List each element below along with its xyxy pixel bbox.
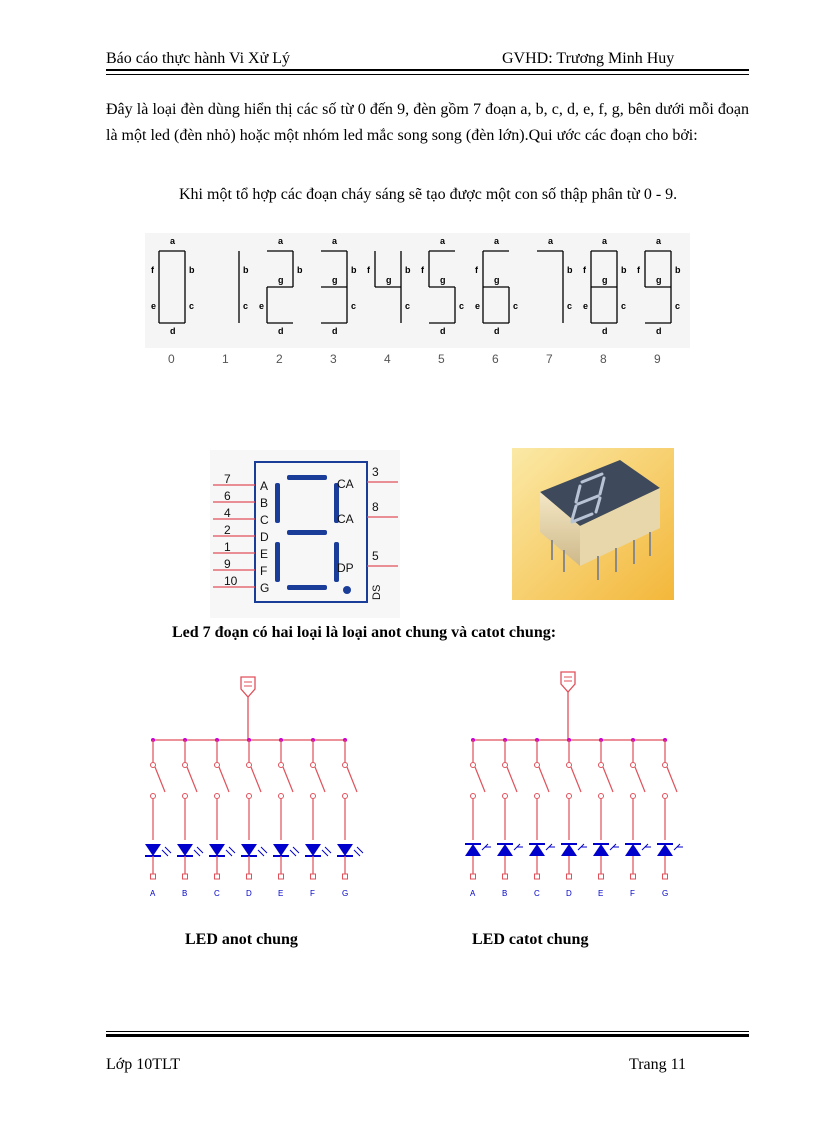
digit-label-4: 4 xyxy=(384,352,391,366)
switch-E xyxy=(603,767,613,792)
digit-9-letter-f: f xyxy=(637,265,640,275)
digit-9-letter-d: d xyxy=(656,326,662,336)
channel-label-B: B xyxy=(502,889,508,898)
digit-0-letter-d: d xyxy=(170,326,176,336)
digit-5-letter-c: c xyxy=(459,301,465,311)
led-G xyxy=(657,844,673,856)
cathode-caption: LED catot chung xyxy=(472,931,589,948)
channel-label-D: D xyxy=(566,889,572,898)
switch-C xyxy=(539,767,549,792)
supply-terminal xyxy=(241,677,255,697)
digit-9-letter-g: g xyxy=(656,275,662,285)
switch-G xyxy=(347,767,357,792)
digit-6-letter-c: c xyxy=(513,301,519,311)
digit-8-letter-g: g xyxy=(602,275,608,285)
digit-label-5: 5 xyxy=(438,352,445,366)
channel-label-A: A xyxy=(150,889,156,898)
digit-8-letter-e: e xyxy=(583,301,589,311)
channel-label-A: A xyxy=(470,889,476,898)
digit-5-letter-f: f xyxy=(421,265,424,275)
switch-F xyxy=(635,767,645,792)
digit-4-letter-f: f xyxy=(367,265,370,275)
footer-rule-thin xyxy=(106,1031,749,1032)
channel-label-D: D xyxy=(246,889,252,898)
switch-B xyxy=(187,767,197,792)
led-C xyxy=(529,844,545,856)
digit-2-letter-d: d xyxy=(278,326,284,336)
common-cathode-circuit xyxy=(455,660,685,915)
digit-6-letter-g: g xyxy=(494,275,500,285)
switch-A xyxy=(155,767,165,792)
left-pin-1: 1 xyxy=(224,540,231,554)
led-module-photo xyxy=(512,448,674,600)
led-F xyxy=(305,844,321,856)
segment-name-C: C xyxy=(260,513,269,527)
digit-7-letter-a: a xyxy=(548,236,554,246)
digit-8-letter-f: f xyxy=(583,265,586,275)
digit-8-letter-a: a xyxy=(602,236,608,246)
footer-left: Lớp 10TLT xyxy=(106,1056,181,1073)
left-pin-6: 6 xyxy=(224,489,231,503)
pinout-bottom-label: DS xyxy=(371,584,383,600)
footer-right: Trang 11 xyxy=(629,1056,687,1073)
led-B xyxy=(497,844,513,856)
digit-8-letter-b: b xyxy=(621,265,627,275)
digit-5-letter-g: g xyxy=(440,275,446,285)
digit-2-letter-g: g xyxy=(278,275,284,285)
switch-A xyxy=(475,767,485,792)
digit-3-letter-a: a xyxy=(332,236,338,246)
right-pin-3: 3 xyxy=(372,465,379,479)
switch-D xyxy=(571,767,581,792)
segment-name-E: E xyxy=(260,547,269,561)
switch-G xyxy=(667,767,677,792)
switch-D xyxy=(251,767,261,792)
common-anode-circuit xyxy=(135,665,365,915)
channel-label-C: C xyxy=(214,889,220,898)
switch-B xyxy=(507,767,517,792)
switch-C xyxy=(219,767,229,792)
digit-3-letter-b: b xyxy=(351,265,357,275)
channel-label-B: B xyxy=(182,889,188,898)
left-pin-7: 7 xyxy=(224,472,231,486)
digit-label-7: 7 xyxy=(546,352,553,366)
right-pin-8: 8 xyxy=(372,500,379,514)
digit-0-letter-e: e xyxy=(151,301,157,311)
right-label-ca-0: CA xyxy=(337,477,354,491)
digit-label-9: 9 xyxy=(654,352,661,366)
digit-1-letter-c: c xyxy=(243,301,249,311)
header-right: GVHD: Trương Minh Huy xyxy=(502,50,675,67)
led-types-caption: Led 7 đoạn có hai loại là loại anot chung và catot chung: xyxy=(172,624,557,641)
left-pin-9: 9 xyxy=(224,557,231,571)
footer-rule xyxy=(106,1034,749,1037)
digit-9-letter-c: c xyxy=(675,301,681,311)
digit-4-letter-b: b xyxy=(405,265,411,275)
led-A xyxy=(145,844,161,856)
digit-label-2: 2 xyxy=(276,352,283,366)
digit-4-letter-c: c xyxy=(405,301,411,311)
channel-label-C: C xyxy=(534,889,540,898)
left-pin-10: 10 xyxy=(224,574,238,588)
channel-label-F: F xyxy=(310,889,315,898)
digit-9-letter-a: a xyxy=(656,236,662,246)
header-rule xyxy=(106,69,749,71)
intro-paragraph: Đây là loại đèn dùng hiển thị các số từ 0 đến 9, đèn gồm 7 đoạn a, b, c, d, e, f, g, bên dưới mỗi đoạn là một led (đèn nhỏ) hoặc một nhóm led mắc song song (đèn lớn).Qui ước các đoạn cho bởi: xyxy=(106,101,749,144)
digit-8-letter-c: c xyxy=(621,301,627,311)
channel-label-G: G xyxy=(342,889,349,898)
led-D xyxy=(241,844,257,856)
digit-0-letter-c: c xyxy=(189,301,195,311)
digit-8-letter-d: d xyxy=(602,326,608,336)
channel-label-E: E xyxy=(278,889,284,898)
digit-4-letter-g: g xyxy=(386,275,392,285)
digit-label-0: 0 xyxy=(168,352,175,366)
led-A xyxy=(465,844,481,856)
digit-7-letter-c: c xyxy=(567,301,573,311)
led-G xyxy=(337,844,353,856)
digit-2-letter-a: a xyxy=(278,236,284,246)
digit-0-letter-b: b xyxy=(189,265,195,275)
digit-0-letter-f: f xyxy=(151,265,154,275)
digit-5-letter-d: d xyxy=(440,326,446,336)
supply-terminal xyxy=(561,672,575,692)
header-rule-thin xyxy=(106,74,749,75)
digit-6-letter-d: d xyxy=(494,326,500,336)
digit-label-8: 8 xyxy=(600,352,607,366)
digit-label-6: 6 xyxy=(492,352,499,366)
switch-E xyxy=(283,767,293,792)
right-pin-5: 5 xyxy=(372,549,379,563)
digit-3-letter-g: g xyxy=(332,275,338,285)
led-B xyxy=(177,844,193,856)
right-label-dp-2: DP xyxy=(337,561,354,575)
channel-label-F: F xyxy=(630,889,635,898)
digit-7-letter-b: b xyxy=(567,265,573,275)
left-pin-4: 4 xyxy=(224,506,231,520)
digit-0-letter-a: a xyxy=(170,236,176,246)
led-D xyxy=(561,844,577,856)
channel-label-G: G xyxy=(662,889,669,898)
indented-paragraph: Khi một tổ hợp các đoạn cháy sáng sẽ tạo được một con số thập phân từ 0 - 9. xyxy=(179,186,678,203)
digit-2-letter-e: e xyxy=(259,301,265,311)
seven-segment-pinout-diagram xyxy=(210,450,400,618)
segment-name-B: B xyxy=(260,496,269,510)
led-E xyxy=(273,844,289,856)
digit-6-letter-a: a xyxy=(494,236,500,246)
segment-name-D: D xyxy=(260,530,269,544)
digit-2-letter-b: b xyxy=(297,265,303,275)
led-C xyxy=(209,844,225,856)
digit-6-letter-f: f xyxy=(475,265,478,275)
switch-F xyxy=(315,767,325,792)
digit-5-letter-a: a xyxy=(440,236,446,246)
segment-name-A: A xyxy=(260,479,269,493)
segment-name-F: F xyxy=(260,564,268,578)
digit-3-letter-d: d xyxy=(332,326,338,336)
digit-3-letter-c: c xyxy=(351,301,357,311)
led-E xyxy=(593,844,609,856)
led-F xyxy=(625,844,641,856)
seven-segment-digits-figure xyxy=(145,233,690,373)
anode-caption: LED anot chung xyxy=(185,931,298,948)
segment-name-G: G xyxy=(260,581,270,595)
header-left: Báo cáo thực hành Vi Xử Lý xyxy=(106,50,291,67)
digit-6-letter-e: e xyxy=(475,301,481,311)
digit-1-letter-b: b xyxy=(243,265,249,275)
digit-label-3: 3 xyxy=(330,352,337,366)
left-pin-2: 2 xyxy=(224,523,231,537)
digit-9-letter-b: b xyxy=(675,265,681,275)
right-label-ca-1: CA xyxy=(337,512,354,526)
channel-label-E: E xyxy=(598,889,604,898)
digit-label-1: 1 xyxy=(222,352,229,366)
